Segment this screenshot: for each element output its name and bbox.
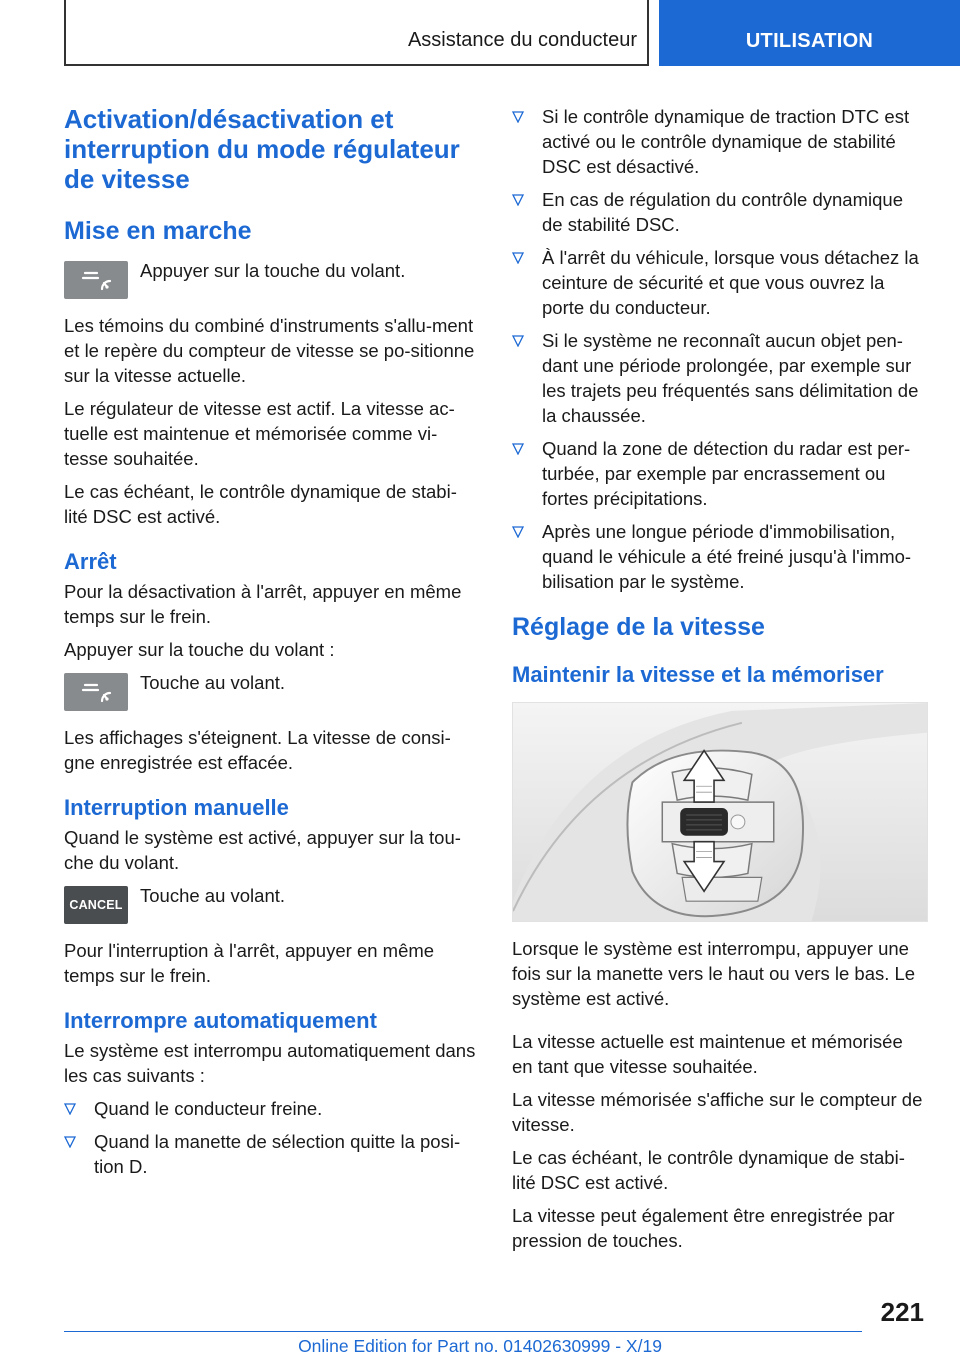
cancel-label: CANCEL	[69, 898, 123, 912]
paragraph: La vitesse mémorisée s'affiche sur le compteur de vitesse.	[512, 1089, 923, 1135]
section-tab	[659, 0, 960, 66]
right-column	[512, 100, 928, 1261]
triangle-bullet-icon	[512, 526, 524, 538]
chapter-title: Assistance du conducteur	[407, 29, 637, 51]
cruise-control-button-icon	[64, 261, 128, 299]
paragraph: Quand le système est activé, appuyer sur la tou-che du volant.	[64, 827, 461, 873]
icon-caption: Touche au volant.	[140, 672, 286, 693]
cruise-control-button-icon	[64, 673, 128, 711]
triangle-bullet-icon	[512, 252, 524, 264]
page-header	[64, 0, 960, 66]
paragraph: Le régulateur de vitesse est actif. La vitesse ac-tuelle est maintenue et mémorisée comme vi-tesse souhaitée.	[64, 398, 455, 469]
icon-caption: Touche au volant.	[140, 885, 286, 906]
triangle-bullet-icon	[64, 1103, 76, 1115]
steering-wheel-control-illustration	[512, 702, 928, 922]
triangle-bullet-icon	[512, 335, 524, 347]
paragraph: Pour la désactivation à l'arrêt, appuyer en même temps sur le frein.	[64, 581, 462, 627]
heading-interruption: Interruption manuelle	[64, 795, 289, 820]
list-item: Après une longue période d'immobilisation, quand le véhicule a été freiné jusqu'à l'immo-bilisation par le système.	[512, 519, 928, 594]
triangle-bullet-icon	[512, 194, 524, 206]
list-item: Quand la zone de détection du radar est per-turbée, par exemple par encrassement ou fortes précipitations.	[512, 436, 928, 511]
paragraph: Le cas échéant, le contrôle dynamique de stabi-lité DSC est activé.	[64, 481, 457, 527]
heading-mise-en-marche: Mise en marche	[64, 217, 252, 245]
paragraph: Pour l'interruption à l'arrêt, appuyer en même temps sur le frein.	[64, 940, 435, 986]
footer-edition: Online Edition for Part no. 01402630999 - X/19	[298, 1336, 662, 1356]
paragraph: Le système est interrompu automatiquement dans les cas suivants :	[64, 1040, 476, 1086]
bullet-list-left	[64, 1096, 476, 1179]
list-item: Quand la manette de sélection quitte la posi-tion D.	[64, 1129, 476, 1179]
paragraph: Le cas échéant, le contrôle dynamique de stabi-lité DSC est activé.	[512, 1147, 905, 1193]
paragraph: Lorsque le système est interrompu, appuyer une fois sur la manette vers le haut ou vers le bas. Le système est activé.	[512, 938, 916, 1009]
icon-caption: Appuyer sur la touche du volant.	[140, 260, 406, 281]
heading-arret: Arrêt	[64, 549, 117, 574]
page-number: 221	[880, 1297, 924, 1327]
list-item: Si le système ne reconnaît aucun objet pen-dant une période prolongée, par exemple sur les trajets peu fréquentés sans délimitation de la chaussée.	[512, 328, 928, 428]
triangle-bullet-icon	[512, 443, 524, 455]
list-item: En cas de régulation du contrôle dynamique de stabilité DSC.	[512, 187, 928, 237]
cancel-button-icon	[64, 886, 128, 924]
heading-reglage: Réglage de la vitesse	[512, 613, 765, 641]
paragraph: La vitesse actuelle est maintenue et mémorisée en tant que vitesse souhaitée.	[512, 1031, 903, 1077]
paragraph: Appuyer sur la touche du volant :	[64, 639, 335, 660]
section-title: UTILISATION	[745, 30, 874, 52]
triangle-bullet-icon	[64, 1136, 76, 1148]
left-column	[64, 100, 476, 1187]
list-item: À l'arrêt du véhicule, lorsque vous détachez la ceinture de sécurité et que vous ouvrez la porte du conducteur.	[512, 245, 928, 320]
heading-auto: Interrompre automatiquement	[64, 1008, 377, 1033]
heading-maintenir: Maintenir la vitesse et la mémoriser	[512, 662, 884, 687]
main-heading: Activation/désactivation et interruption du mode régulateur de vitesse	[64, 104, 460, 194]
icon-row-cancel	[64, 883, 476, 924]
triangle-bullet-icon	[512, 111, 524, 123]
bullet-list-right	[512, 104, 928, 594]
paragraph: La vitesse peut également être enregistrée par pression de touches.	[512, 1205, 895, 1251]
list-item: Quand le conducteur freine.	[64, 1096, 476, 1121]
icon-row-arret	[64, 670, 476, 711]
list-item: Si le contrôle dynamique de traction DTC est activé ou le contrôle dynamique de stabilité DSC est désactivé.	[512, 104, 928, 179]
chapter-tab	[64, 0, 649, 66]
paragraph: Les affichages s'éteignent. La vitesse de consi-gne enregistrée est effacée.	[64, 727, 451, 773]
paragraph: Les témoins du combiné d'instruments s'allu-ment et le repère du compteur de vitesse se po-sitionne sur la vitesse actuelle.	[64, 315, 475, 386]
icon-row-mise-en-marche	[64, 258, 476, 299]
footer-divider	[64, 1331, 862, 1332]
